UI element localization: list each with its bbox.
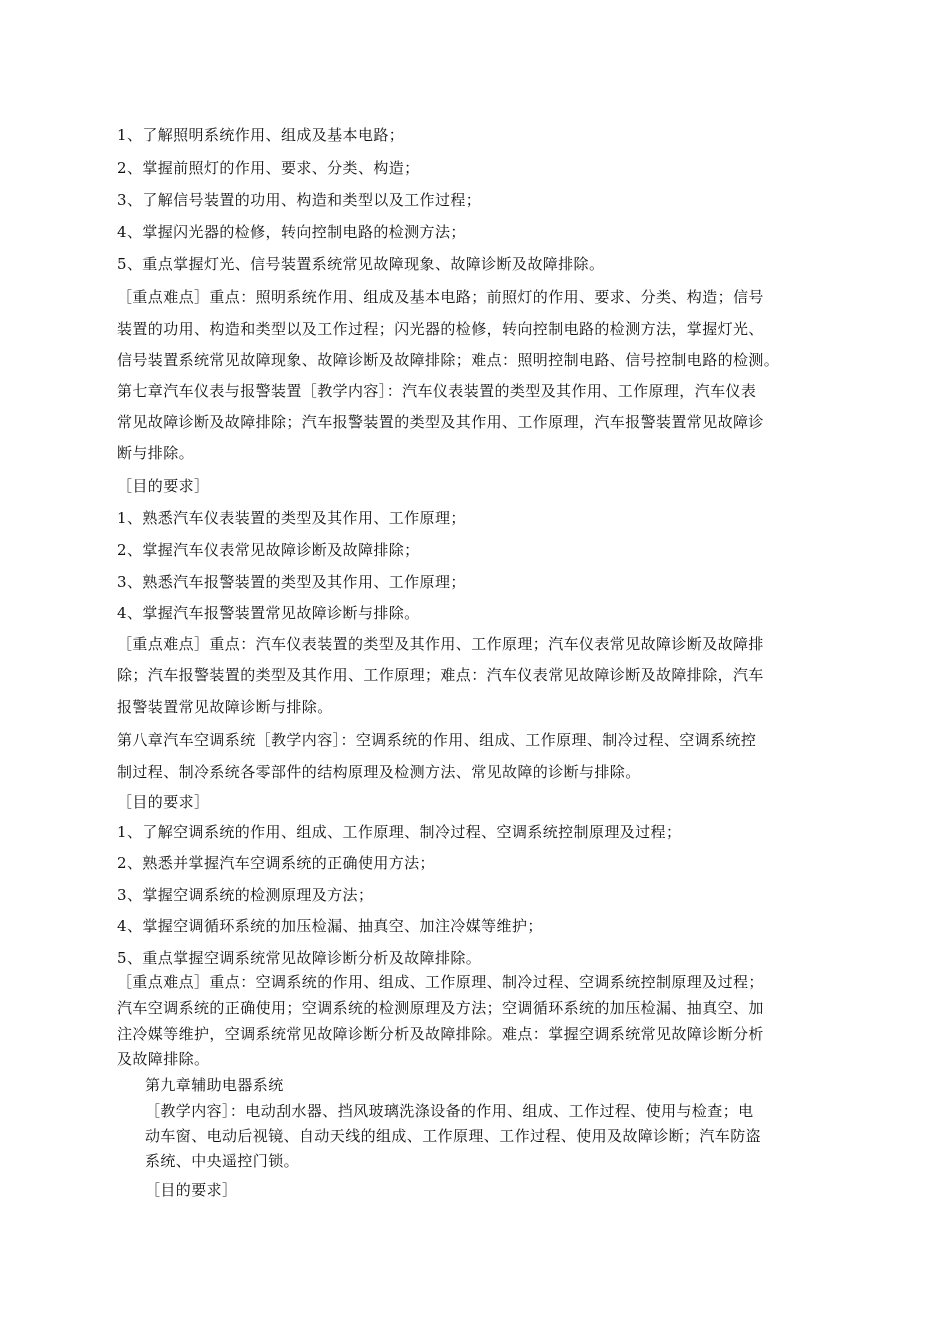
key-points-line: 及故障排除。 (117, 1050, 210, 1068)
chapter-7-content: 常见故障诊断及故障排除；汽车报警装置的类型及其作用、工作原理，汽车报警装置常见故障诊 (117, 413, 764, 431)
chapter-9-heading: 第九章辅助电器系统 (145, 1076, 284, 1094)
objective-2: 2、熟悉并掌握汽车空调系统的正确使用方法； (117, 854, 435, 872)
chapter-9-content: ［教学内容］：电动刮水器、挡风玻璃洗涤设备的作用、组成、工作过程、使用与检查；电 (145, 1102, 754, 1120)
objective-1: 1、了解空调系统的作用、组成、工作原理、制冷过程、空调系统控制原理及过程； (117, 823, 682, 841)
key-points-line: 除；汽车报警装置的类型及其作用、工作原理；难点：汽车仪表常见故障诊断及故障排除，汽车 (117, 666, 764, 684)
chapter-7-content: 断与排除。 (117, 444, 195, 462)
chapter-9-content: 系统、中央遥控门锁。 (145, 1152, 300, 1170)
key-points-line: 报警装置常见故障诊断与排除。 (117, 698, 333, 716)
objective-3: 3、掌握空调系统的检测原理及方法； (117, 886, 374, 904)
objective-3: 3、熟悉汽车报警装置的类型及其作用、工作原理； (117, 573, 466, 591)
objectives-heading: ［目的要求］ (145, 1181, 238, 1199)
objective-2: 2、掌握前照灯的作用、要求、分类、构造； (117, 159, 420, 177)
key-points-line: 信号装置系统常见故障现象、故障诊断及故障排除；难点：照明控制电路、信号控制电路的检测。 (117, 351, 780, 369)
objective-3: 3、了解信号装置的功用、构造和类型以及工作过程； (117, 191, 482, 209)
objectives-heading: ［目的要求］ (117, 477, 210, 495)
objective-1: 1、了解照明系统作用、组成及基本电路； (117, 126, 405, 144)
key-points-line: ［重点难点］重点：汽车仪表装置的类型及其作用、工作原理；汽车仪表常见故障诊断及故障排 (117, 635, 764, 653)
objective-1: 1、熟悉汽车仪表装置的类型及其作用、工作原理； (117, 509, 466, 527)
key-points-line: 装置的功用、构造和类型以及工作过程；闪光器的检修，转向控制电路的检测方法，掌握灯光、 (117, 320, 764, 338)
chapter-9-content: 动车窗、电动后视镜、自动天线的组成、工作原理、工作过程、使用及故障诊断；汽车防盗 (145, 1127, 762, 1145)
key-points-line: 汽车空调系统的正确使用；空调系统的检测原理及方法；空调循环系统的加压检漏、抽真空、加 (117, 999, 764, 1017)
objective-4: 4、掌握汽车报警装置常见故障诊断与排除。 (117, 604, 420, 622)
chapter-7-heading: 第七章汽车仪表与报警装置［教学内容］：汽车仪表装置的类型及其作用、工作原理，汽车仪表 (117, 382, 757, 400)
objective-5: 5、重点掌握空调系统常见故障诊断分析及故障排除。 (117, 949, 482, 967)
objective-4: 4、掌握闪光器的检修，转向控制电路的检测方法； (117, 223, 466, 241)
key-points-line: 注冷媒等维护，空调系统常见故障诊断分析及故障排除。难点：掌握空调系统常见故障诊断分析 (117, 1025, 764, 1043)
chapter-8-heading: 第八章汽车空调系统［教学内容］：空调系统的作用、组成、工作原理、制冷过程、空调系统控 (117, 731, 757, 749)
objectives-heading: ［目的要求］ (117, 793, 210, 811)
key-points-line: ［重点难点］重点：空调系统的作用、组成、工作原理、制冷过程、空调系统控制原理及过程； (117, 973, 764, 991)
objective-2: 2、掌握汽车仪表常见故障诊断及故障排除； (117, 541, 420, 559)
key-points-line: ［重点难点］重点：照明系统作用、组成及基本电路；前照灯的作用、要求、分类、构造；信号 (117, 288, 764, 306)
chapter-8-content: 制过程、制冷系统各零部件的结构原理及检测方法、常见故障的诊断与排除。 (117, 763, 641, 781)
objective-4: 4、掌握空调循环系统的加压检漏、抽真空、加注冷媒等维护； (117, 917, 543, 935)
objective-5: 5、重点掌握灯光、信号装置系统常见故障现象、故障诊断及故障排除。 (117, 255, 605, 273)
